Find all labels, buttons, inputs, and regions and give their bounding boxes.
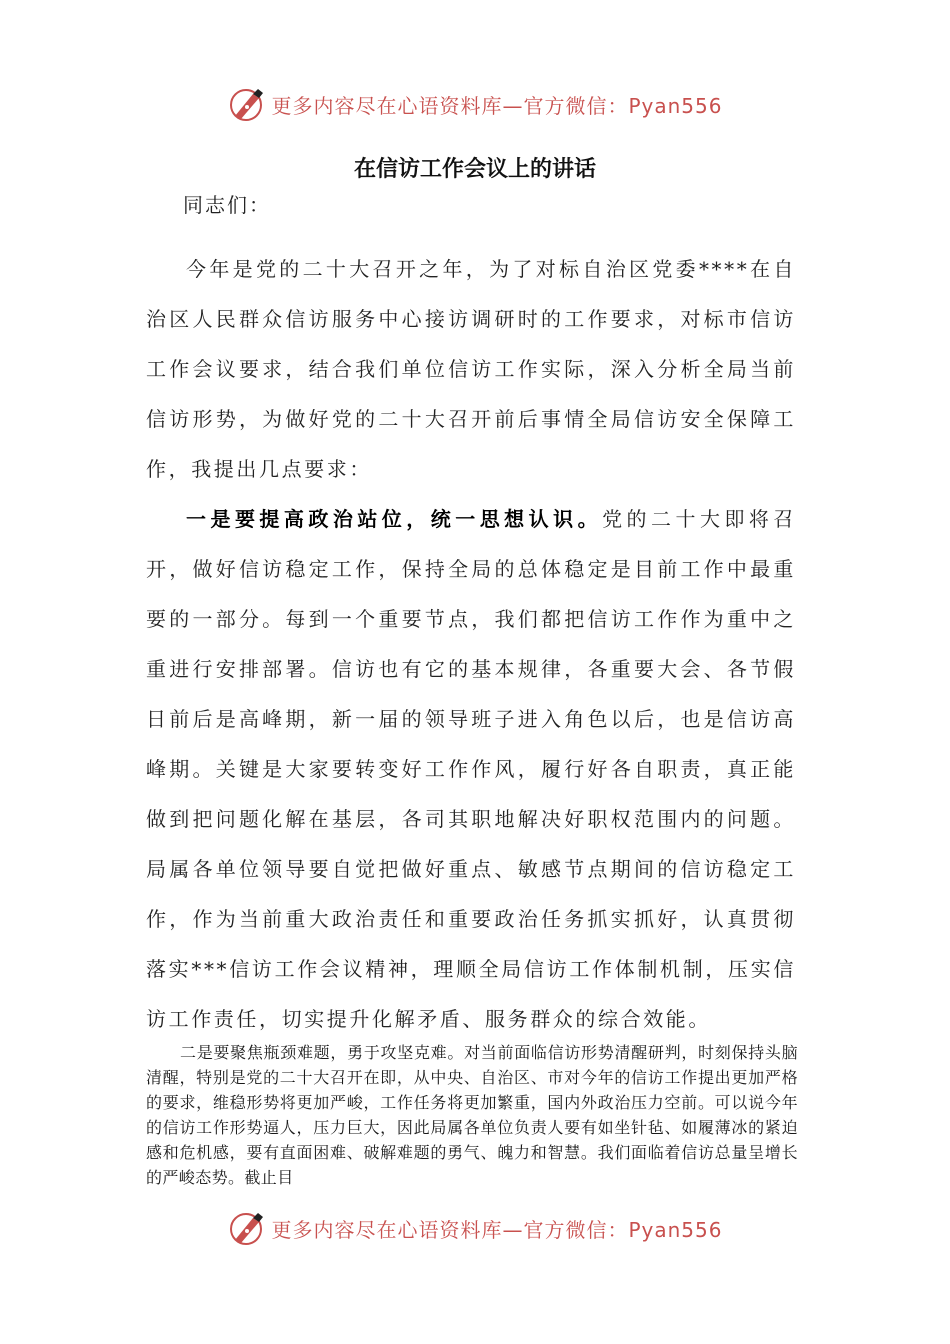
document-title: 在信访工作会议上的讲话 (353, 157, 596, 182)
header-banner-text: 更多内容尽在心语资料库—官方微信：Pyan556 (271, 93, 723, 118)
paragraph-2 (146, 494, 796, 1044)
salutation: 同志们： (183, 193, 271, 217)
footer-banner-text: 更多内容尽在心语资料库—官方微信：Pyan556 (271, 1217, 723, 1242)
pen-nib-logo-icon (227, 1208, 267, 1248)
header-banner (0, 82, 950, 126)
paragraph-3: 二是要聚焦瓶颈难题，勇于攻坚克难。对当前面临信访形势清醒研判，时刻保持头脑清醒，特别是党的二十大召开在即，从中央、自治区、市对今年的信访工作提出更加严格的要求，维稳形势将更加严峻，工作任务将更加繁重，国内外政治压力空前。可以说今年的信访工作形势逼人，压力巨大，因此局属各单位负责人要有如坐针毡、如履薄冰的紧迫感和危机感，要有直面困难、破解难题的勇气、魄力和智慧。我们面临着信访总量呈增长的严峻态势。截止目 (146, 1043, 798, 1187)
paragraph-2-body: 党的二十大即将召开，做好信访稳定工作，保持全局的总体稳定是目前工作中最重要的一部分。每到一个重要节点，我们都把信访工作作为重中之重进行安排部署。信访也有它的基本规律，各重要大会、各节假日前后是高峰期，新一届的领导班子进入角色以后，也是信访高峰期。关键是大家要转变好工作作风，履行好各自职责，真正能做到把问题化解在基层，各司其职地解决好职权范围内的问题。局属各单位领导要自觉把做好重点、敏感节点期间的信访稳定工作，作为当前重大政治责任和重要政治任务抓实抓好，认真贯彻落实***信访工作会议精神，理顺全局信访工作体制机制，压实信访工作责任，切实提升化解矛盾、服务群众的综合效能。 (146, 507, 796, 1031)
paragraph-2-lead: 一是要提高政治站位，统一思想认识。 (186, 507, 603, 531)
pen-nib-logo-icon (227, 84, 267, 124)
footer-banner (0, 1206, 950, 1250)
paragraph-1: 今年是党的二十大召开之年，为了对标自治区党委****在自治区人民群众信访服务中心接访调研时的工作要求，对标市信访工作会议要求，结合我们单位信访工作实际，深入分析全局当前信访形势，为做好党的二十大召开前后事情全局信访安全保障工作，我提出几点要求： (146, 257, 796, 481)
